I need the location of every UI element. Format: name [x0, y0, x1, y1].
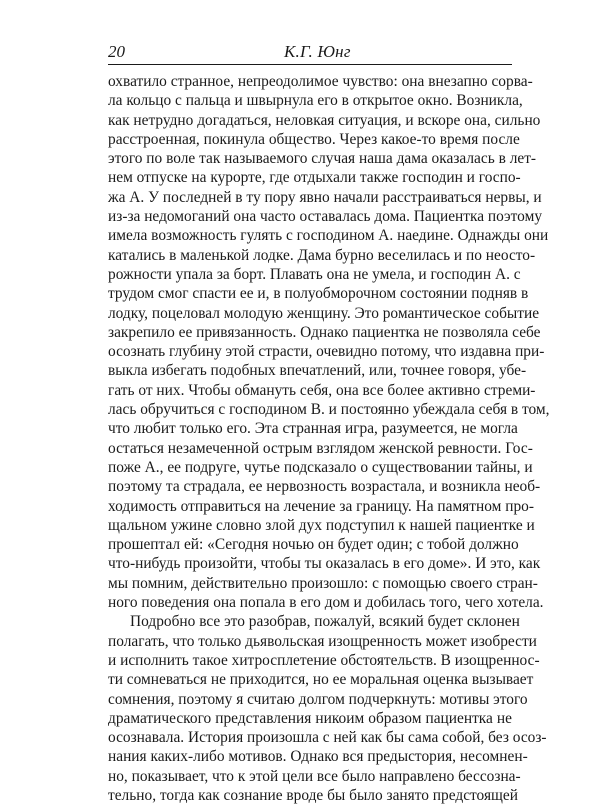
text-line: гать от них. Чтобы обмануть себя, она все более активно стреми- — [108, 381, 536, 399]
text-line: осознавала. История произошла с ней как бы сама собой, без осоз- — [108, 729, 547, 747]
text-line: что-нибудь произойти, чтобы ты оказалась в его доме». И это, как — [108, 555, 541, 573]
running-head-author: К.Г. Юнг — [284, 42, 351, 61]
text-line: жа А. У последней в ту пору явно начали расстраиваться нервы, и — [108, 188, 542, 206]
text-line: остаться незамеченной острым взглядом женской ревности. Гос- — [108, 439, 533, 457]
text-line: нания каких-либо мотивов. Однако вся предыстория, несомнен- — [108, 748, 528, 766]
text-line: щальном ужине словно злой дух подступил к нашей пациентке и — [108, 516, 535, 534]
text-line: катались в маленькой лодке. Дама бурно веселилась и по неосто- — [108, 246, 536, 264]
text-line: имела возможность гулять с господином А. наедине. Однажды они — [108, 227, 549, 245]
text-line: из-за недомоганий она часто оставалась дома. Пациентка поэтому — [108, 208, 543, 226]
text-line: лодку, поцеловал молодую женщину. Это романтическое событие — [108, 304, 540, 322]
text-line: мы помним, действительно произошло: с помощью своего стран- — [108, 574, 538, 592]
text-line: этого по воле так называемого случая наша дама оказалась в лет- — [108, 150, 537, 168]
text-line-paragraph-start: Подробно все это разобрав, пожалуй, всякий будет склонен — [130, 613, 520, 631]
text-line: ла кольцо с пальца и швырнула его в открытое окно. Возникла, — [108, 92, 523, 110]
text-line: расстроенная, покинула общество. Через какое-то время после — [108, 130, 520, 148]
text-line: ходимость отправиться на лечение за границу. На памятном про- — [108, 497, 534, 515]
text-line: прошептал ей: «Сегодня ночью он будет один; с тобой должно — [108, 536, 519, 554]
body-text — [108, 72, 550, 805]
text-line: трудом смог спасти ее и, в полуобморочном состоянии подняв в — [108, 285, 529, 303]
header-rule — [108, 64, 512, 65]
text-line: выкла избегать подобных впечатлений, или, точнее говоря, убе- — [108, 362, 527, 380]
text-line: поэтому та страдала, ее нервозность возрастала, и возникла необ- — [108, 478, 541, 496]
text-line: драматического представления никоим образом пациентка не — [108, 709, 512, 727]
text-line: тельно, тогда как сознание вроде бы было занято предстоящей — [108, 786, 518, 804]
text-line: закрепило ее привязанность. Однако пациентка не позволяла себе — [108, 323, 541, 341]
text-line: как нетрудно догадаться, неловкая ситуация, и вскоре она, сильно — [108, 111, 541, 129]
text-line-paragraph-end: ного поведения она попала в его дом и добилась того, чего хотела. — [108, 594, 544, 612]
text-line: но, показывает, что к этой цели все было направлено бессозна- — [108, 767, 521, 785]
text-line: ти сомневаться не приходится, но ее моральная оценка вызывает — [108, 671, 534, 689]
text-line: нем отпуске на курорте, где отдыхали также господин и госпо- — [108, 169, 521, 187]
text-line: охватило странное, непреодолимое чувство: она внезапно сорва- — [108, 73, 533, 90]
text-line: что любит только его. Эта странная игра, разумеется, не могла — [108, 420, 518, 438]
page-number: 20 — [108, 42, 125, 61]
page-header — [108, 40, 512, 66]
text-line: рожности упала за борт. Плавать она не умела, и господин А. с — [108, 265, 521, 283]
text-line: полагать, что только дьявольская изощренность может изобрести — [108, 632, 537, 650]
text-line: лась обручиться с господином В. и постоянно убеждала себя в том, — [108, 401, 550, 419]
text-line: и исполнить такое хитросплетение обстоятельств. В изощреннос- — [108, 651, 540, 669]
text-line: сомнения, поэтому я считаю долгом подчеркнуть: мотивы этого — [108, 690, 528, 708]
text-line: поже А., ее подруге, чутье подсказало о существовании тайны, и — [108, 458, 533, 476]
text-line: осознать глубину этой страсти, очевидно потому, что издавна при- — [108, 343, 545, 361]
